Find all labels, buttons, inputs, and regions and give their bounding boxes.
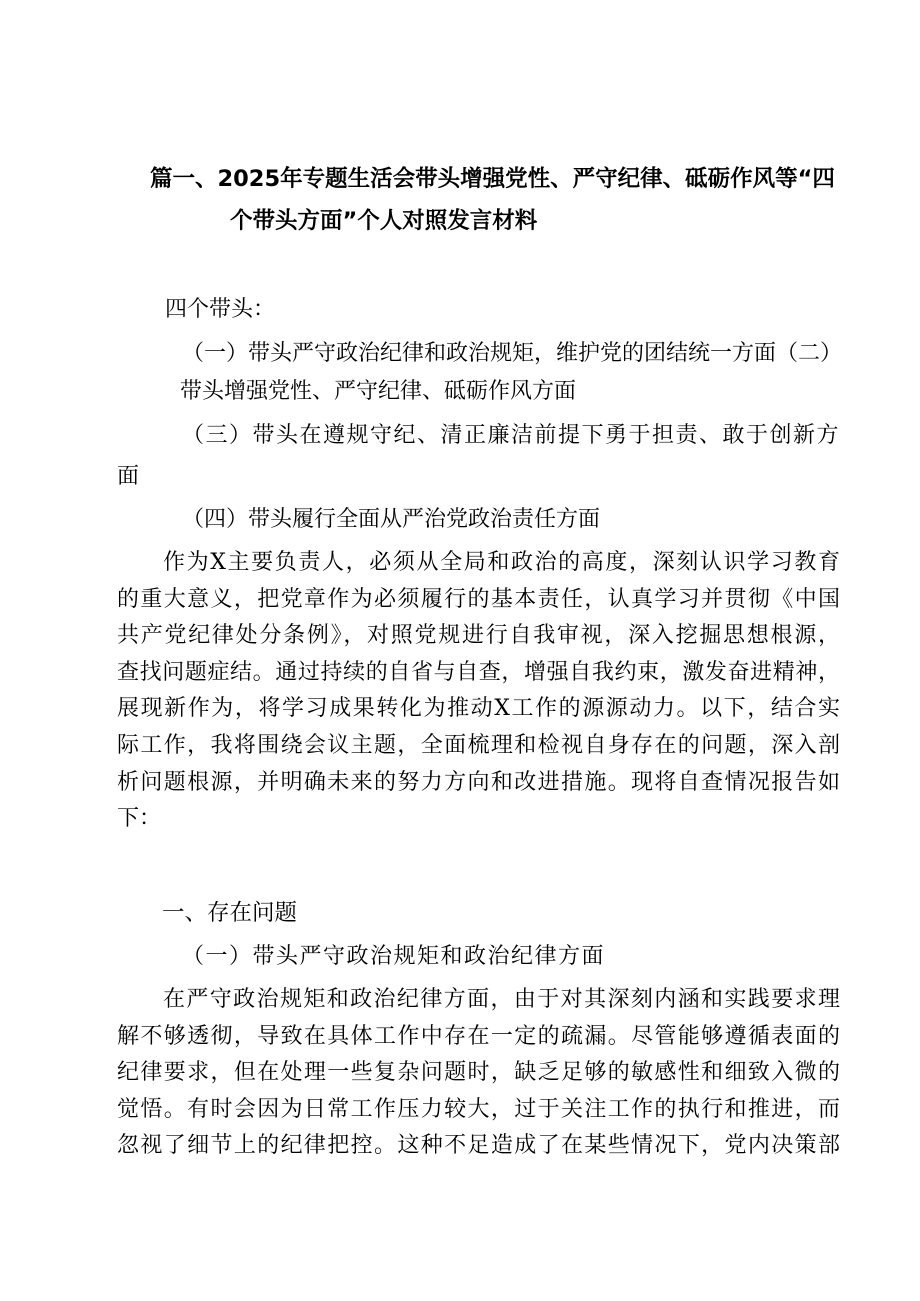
paragraph-1-line: 作为X主要负责人，必须从全局和政治的高度，深刻认识学习教育 <box>163 550 840 575</box>
item-1-continued: 带头增强党性、严守纪律、砥砺作风方面 <box>180 379 577 404</box>
paragraph-1-line: 共产党纪律处分条例》，对照党规进行自我审视，深入挖掘思想根源， <box>117 623 840 649</box>
section-1-heading: 一、存在问题 <box>162 900 298 926</box>
paragraph-2-line: 觉悟。有时会因为日常工作压力较大，过于关注工作的执行和推进，而 <box>117 1096 840 1122</box>
paragraph-2 <box>117 982 840 1165</box>
title-line-2: 个带头方面”个人对照发言材料 <box>230 208 538 234</box>
paragraph-2-line: 解不够透彻，导致在具体工作中存在一定的疏漏。尽管能够遵循表面的 <box>117 1023 840 1049</box>
item-3: （三）带头在遵规守纪、清正廉洁前提下勇于担责、敢于创新方 <box>182 423 841 448</box>
item-1: （一）带头严守政治纪律和政治规矩，维护党的团结统一方面（二） <box>182 341 843 366</box>
paragraph-2-line: 纪律要求，但在处理一些复杂问题时，缺乏足够的敏感性和细致入微的 <box>117 1060 840 1086</box>
paragraph-2-line: 在严守政治规矩和政治纪律方面，由于对其深刻内涵和实践要求理 <box>163 987 840 1012</box>
paragraph-1-line: 展现新作为，将学习成果转化为推动X工作的源源动力。以下，结合实 <box>117 696 840 722</box>
title-line-1: 篇一、2025年专题生活会带头增强党性、严守纪律、砥砺作风等“四 <box>150 166 835 192</box>
paragraph-1-line: 的重大意义，把党章作为必须履行的基本责任，认真学习并贯彻《中国 <box>117 586 840 612</box>
paragraph-1 <box>117 545 840 838</box>
item-3-continued: 面 <box>117 464 140 489</box>
paragraph-1-line: 查找问题症结。通过持续的自省与自查，增强自我约束，激发奋进精神， <box>117 659 840 685</box>
paragraph-1-line: 析问题根源，并明确未来的努力方向和改进措施。现将自查情况报告如 <box>117 769 840 795</box>
intro-label: 四个带头： <box>165 297 276 322</box>
document-title <box>150 158 870 242</box>
paragraph-1-line: 下： <box>117 806 162 832</box>
item-4: （四）带头履行全面从严治党政治责任方面 <box>182 507 601 532</box>
paragraph-1-line: 际工作，我将围绕会议主题，全面梳理和检视自身存在的问题，深入剖 <box>117 732 840 758</box>
paragraph-2-line: 忽视了细节上的纪律把控。这种不足造成了在某些情况下，党内决策部 <box>117 1133 840 1159</box>
section-1-subheading: （一）带头严守政治规矩和政治纪律方面 <box>182 944 606 969</box>
